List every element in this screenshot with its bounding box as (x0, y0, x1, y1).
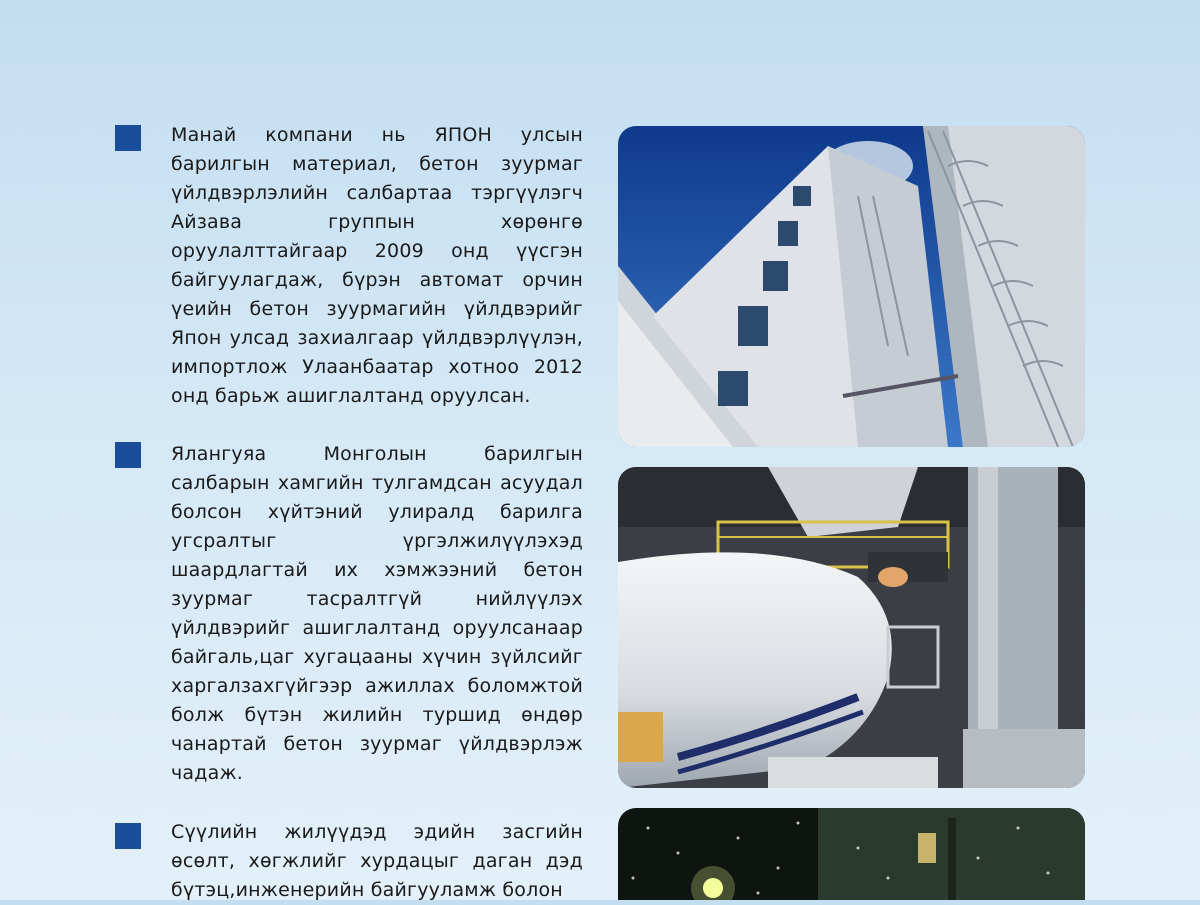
paragraph-recent-years: Сүүлийн жилүүдэд эдийн засгийн өсөлт, хөгжлийг хурдацыг даган дэд бүтэц,инженерийн байгууламж болон (171, 821, 583, 901)
paragraph-company-intro: Манай компани нь ЯПОН улсын барилгын материал, бетон зуурмаг үйлдвэрлэлийн салбартаа тэргүүлэгч Айзава группын хөрөнгө оруулалттайгаар 2009 онд үүсгэн байгуулагдаж, бүрэн автомат орчин үеийн бетон зуурмагийн үйлдвэрийг Япон улсад захиалгаар үйлдвэрлүүлэн, импортлож Улаанбаатар хотноо 2012 онд барьж ашиглалтанд оруулсан. (171, 124, 583, 407)
bullet-marker-1 (115, 125, 141, 151)
bullet-marker-3 (115, 823, 141, 849)
plant-at-night-photo (618, 808, 1085, 900)
concrete-plant-tower-photo (618, 126, 1085, 447)
paragraph-winter-construction: Ялангуяа Монголын барилгын салбарын хамгийн тулгамдсан асуудал болсон хүйтэний улиралд барилга угсралтыг үргэлжилүүлэхэд шаардлагтай их хэмжээний бетон зуурмаг тасралтгүй нийлүүлэх үйлдвэрийг ашиглалтанд оруулсанаар байгаль,цаг хугацааны хүчин зүйлсийг харгалзахгүйгээр ажиллах боломжтой болж бүтэн жилийн туршид өндөр чанартай бетон зуурмаг үйлдвэрлэж чадаж. (171, 443, 583, 784)
mixer-truck-loading-photo (618, 467, 1085, 788)
bullet-marker-2 (115, 442, 141, 468)
